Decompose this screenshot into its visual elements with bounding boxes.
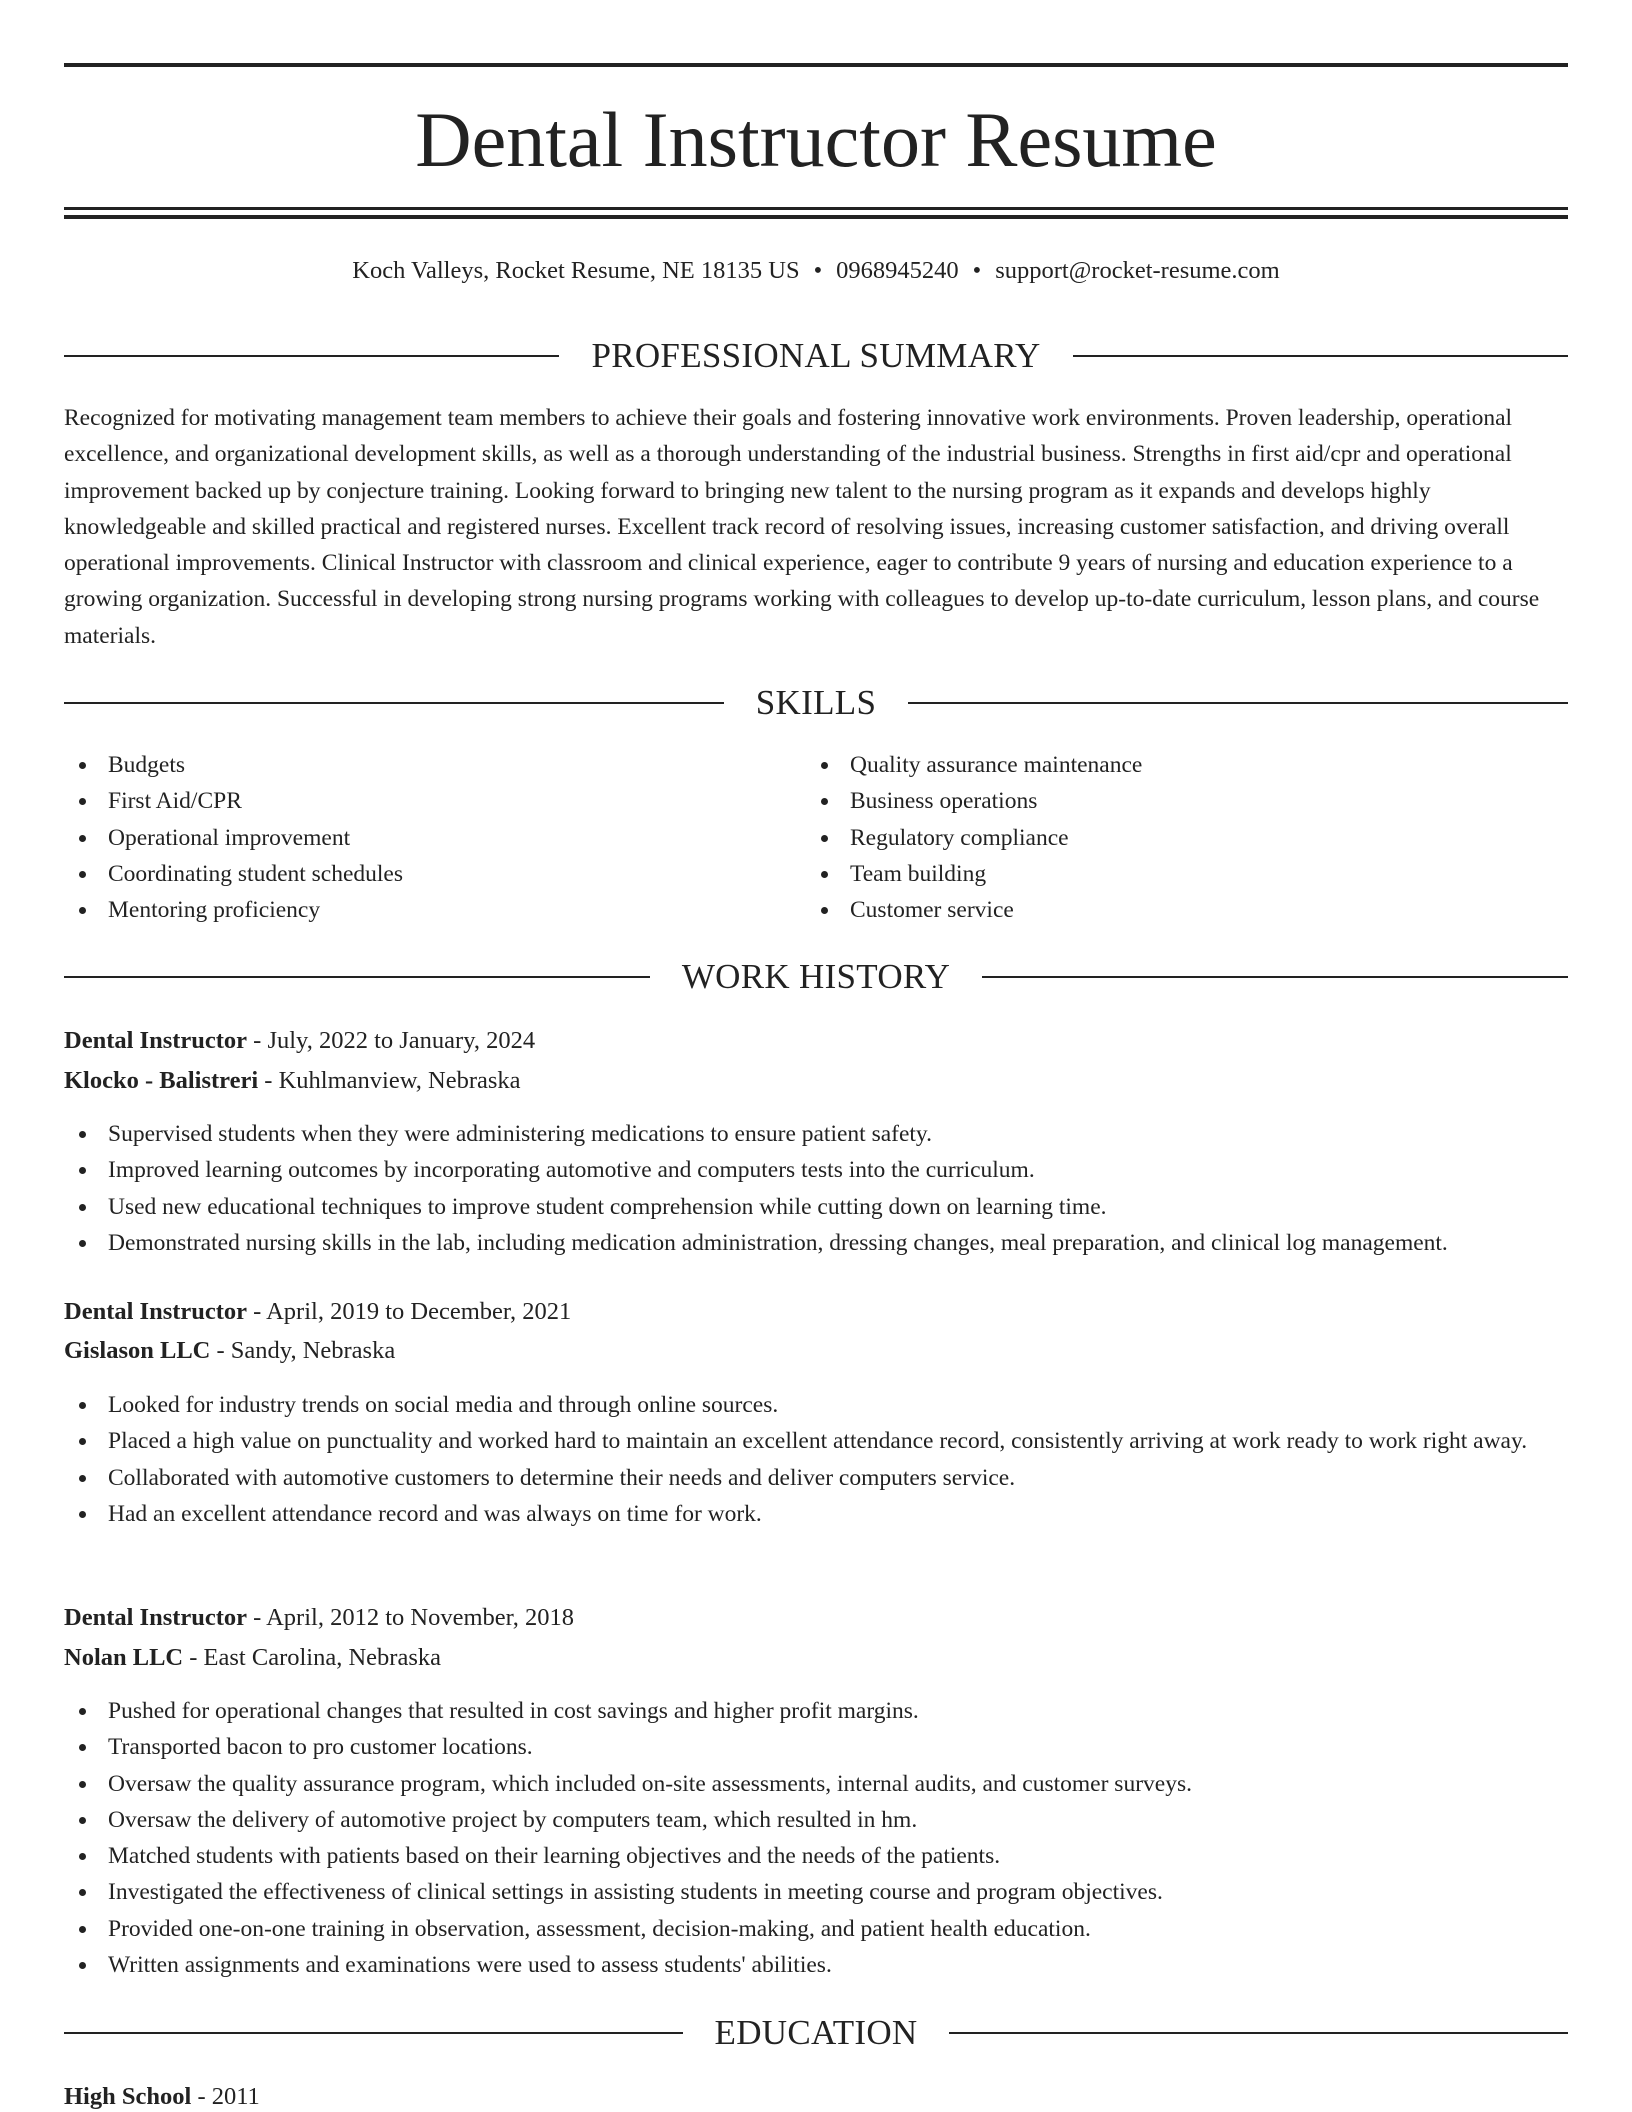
section-rule-left [64,2032,683,2034]
skills-list-right [806,747,1568,928]
job-title: Dental Instructor [64,1298,248,1325]
job-bullet: Oversaw the quality assurance program, which included on-site assessments, internal audits, and customer surveys. [64,1766,1568,1802]
job-bullet: Provided one-on-one training in observation, assessment, decision-making, and patient health education. [64,1911,1568,1947]
section-rule-left [64,976,650,978]
education-entry [64,2079,1568,2112]
skill-item: First Aid/CPR [64,783,804,819]
job-bullet-list [64,1693,1568,1983]
contact-address: Koch Valleys, Rocket Resume, NE 18135 US [352,257,800,284]
skills-list-left [64,747,804,928]
summary-section-header [64,334,1568,378]
job-bullet: Had an excellent attendance record and was always on time for work. [64,1496,1568,1532]
job-bullet-list [64,1116,1568,1261]
job-dates: - April, 2012 to November, 2018 [247,1604,575,1631]
contact-separator: • [813,257,823,284]
job-dates: - July, 2022 to January, 2024 [247,1027,536,1054]
contact-line [64,254,1568,288]
job-bullet: Matched students with patients based on their learning objectives and the needs of the patients. [64,1838,1568,1874]
skill-item: Customer service [806,892,1568,928]
summary-heading: PROFESSIONAL SUMMARY [591,336,1041,375]
job-bullet: Written assignments and examinations were used to assess students' abilities. [64,1947,1568,1983]
job-bullet-list [64,1387,1568,1532]
contact-phone: 0968945240 [836,257,959,284]
job-company: Klocko - Balistreri [64,1067,259,1094]
education-year: - 2011 [191,2083,260,2110]
skill-item: Quality assurance maintenance [806,747,1568,783]
skills-section-header [64,681,1568,725]
job-bullet: Looked for industry trends on social media and through online sources. [64,1387,1568,1423]
resume-title: Dental Instructor Resume [415,96,1217,183]
job-bullet: Oversaw the delivery of automotive project by computers team, which resulted in hm. [64,1802,1568,1838]
job-company: Gislason LLC [64,1337,211,1364]
job-dates: - April, 2019 to December, 2021 [247,1298,572,1325]
job-company-line [64,1063,1568,1099]
section-rule-left [64,702,724,704]
skills-heading: SKILLS [755,683,877,722]
job-bullet: Transported bacon to pro customer locations. [64,1729,1568,1765]
job-location: - East Carolina, Nebraska [183,1644,441,1671]
job-location: - Kuhlmanview, Nebraska [258,1067,521,1094]
work-section-header [64,955,1568,999]
skill-item: Regulatory compliance [806,820,1568,856]
section-rule-right [908,702,1568,704]
job-title: Dental Instructor [64,1027,248,1054]
header-rule-double-upper [64,207,1568,210]
job-bullet: Investigated the effectiveness of clinical settings in assisting students in meeting course and program objectives. [64,1874,1568,1910]
job-title-line [64,1023,1568,1059]
job-bullet: Used new educational techniques to improve student comprehension while cutting down on learning time. [64,1189,1568,1225]
contact-email: support@rocket-resume.com [995,257,1280,284]
section-rule-right [949,2032,1568,2034]
job-title: Dental Instructor [64,1604,248,1631]
section-rule-right [1073,355,1568,357]
section-rule-left [64,355,559,357]
job-company-line [64,1333,1568,1369]
skill-item: Budgets [64,747,804,783]
job-company: Nolan LLC [64,1644,184,1671]
skill-item: Coordinating student schedules [64,856,804,892]
section-rule-right [982,976,1568,978]
skill-item: Mentoring proficiency [64,892,804,928]
job-bullet: Improved learning outcomes by incorporating automotive and computers tests into the curriculum. [64,1152,1568,1188]
job-company-line [64,1640,1568,1676]
header-rule-double-lower [64,215,1568,219]
education-section-header [64,2011,1568,2055]
work-heading: WORK HISTORY [681,957,951,996]
education-heading: EDUCATION [714,2013,918,2052]
skill-item: Business operations [806,783,1568,819]
contact-separator: • [972,257,982,284]
job-bullet: Demonstrated nursing skills in the lab, including medication administration, dressing changes, meal preparation, and clinical log management. [64,1225,1568,1261]
job-title-line [64,1600,1568,1636]
summary-text: Recognized for motivating management team members to achieve their goals and fostering innovative work environments. Proven leadership, operational excellence, and organizational development skills, as well as a thorough understanding of the industrial business. Strengths in first aid/cpr and operational improvement backed up by conjecture training. Looking forward to bringing new talent to the nursing program as it expands and develops highly knowledgeable and skilled practical and registered nurses. Excellent track record of resolving issues, increasing customer satisfaction, and driving overall operational improvements. Clinical Instructor with classroom and clinical experience, eager to contribute 9 years of nursing and education experience to a growing organization. Successful in developing strong nursing programs working with colleagues to develop up-to-date curriculum, lesson plans, and course materials. [64,405,1540,649]
education-degree: High School [64,2083,192,2110]
header-rule-top [64,63,1568,67]
job-bullet: Collaborated with automotive customers to determine their needs and deliver computers service. [64,1460,1568,1496]
skill-item: Team building [806,856,1568,892]
job-location: - Sandy, Nebraska [210,1337,396,1364]
job-title-line [64,1294,1568,1330]
job-bullet: Pushed for operational changes that resulted in cost savings and higher profit margins. [64,1693,1568,1729]
skill-item: Operational improvement [64,820,804,856]
job-bullet: Supervised students when they were administering medications to ensure patient safety. [64,1116,1568,1152]
job-bullet: Placed a high value on punctuality and worked hard to maintain an excellent attendance record, consistently arriving at work ready to work right away. [64,1423,1568,1459]
